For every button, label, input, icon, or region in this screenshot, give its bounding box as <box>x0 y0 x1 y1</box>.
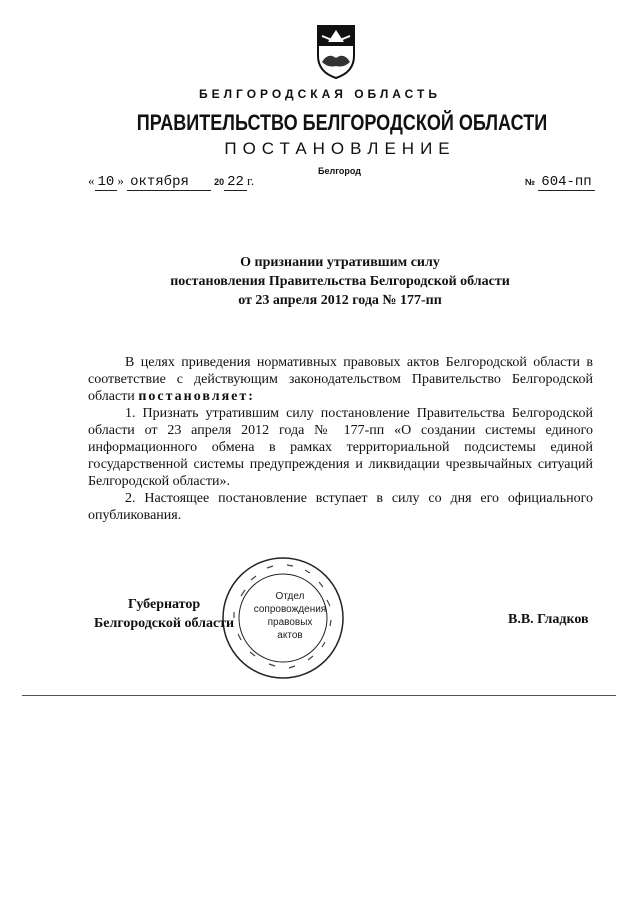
stamp-line-3: правовых <box>267 617 313 628</box>
coat-of-arms-emblem <box>314 22 358 80</box>
document-type-heading: ПОСТАНОВЛЕНИЕ <box>224 139 456 158</box>
document-title <box>0 253 640 310</box>
signatory-position-line-2: Белгородской области <box>94 616 235 631</box>
signatory-name: В.В. Гладков <box>508 612 589 627</box>
title-line-3: от 23 апреля 2012 года № 177-пп <box>238 293 442 308</box>
government-heading: ПРАВИТЕЛЬСТВО БЕЛГОРОДСКОЙ ОБЛАСТИ <box>136 110 548 135</box>
document-number <box>525 173 595 190</box>
title-line-2: постановления Правительства Белгородской области <box>170 274 510 289</box>
number-value: 604-пп <box>538 174 594 191</box>
stamp-line-1: Отдел <box>275 591 305 602</box>
date-year-label: г. <box>246 173 255 188</box>
item-1-paragraph: 1. Признать утратившим силу постановление Правительства Белгородской области от 23 апреля 2012 года № 177-пп «О создании системы единого информационного обмена в рамках территориальной подсистемы единой государственной системы предупреждения и ликвидации чрезвычайных ситуаций Белгородской области». <box>88 406 593 489</box>
stamp-line-4: актов <box>277 630 303 641</box>
stamp-line-2: сопровождения <box>253 604 327 615</box>
intro-paragraph <box>88 354 593 405</box>
city-label: Белгород <box>318 166 361 176</box>
item-2-paragraph: 2. Настоящее постановление вступает в силу со дня его официального опубликования. <box>88 491 593 523</box>
date-year-prefix: 20 <box>214 177 225 187</box>
region-heading: БЕЛГОРОДСКАЯ ОБЛАСТЬ <box>199 87 441 101</box>
date-year-suffix: 22 <box>224 174 247 191</box>
stamp-inner-text <box>250 590 330 642</box>
resolves-word: постановляет: <box>138 389 255 404</box>
date-month: октября <box>127 174 211 191</box>
date-day: 10 <box>95 174 118 191</box>
signatory-position <box>94 595 234 633</box>
date-close-quote: » <box>117 173 124 188</box>
title-line-1: О признании утратившим силу <box>240 255 440 270</box>
date-open-quote: « <box>88 173 95 188</box>
document-body <box>88 354 593 524</box>
signatory-position-line-1: Губернатор <box>127 597 201 612</box>
number-label: № <box>525 177 536 187</box>
document-date <box>88 173 254 190</box>
intro-text: В целях приведения нормативных правовых актов Белгородской области в соответствие с действующим законодательством Правительство Белгородской области <box>88 355 593 404</box>
horizontal-rule <box>22 695 616 696</box>
